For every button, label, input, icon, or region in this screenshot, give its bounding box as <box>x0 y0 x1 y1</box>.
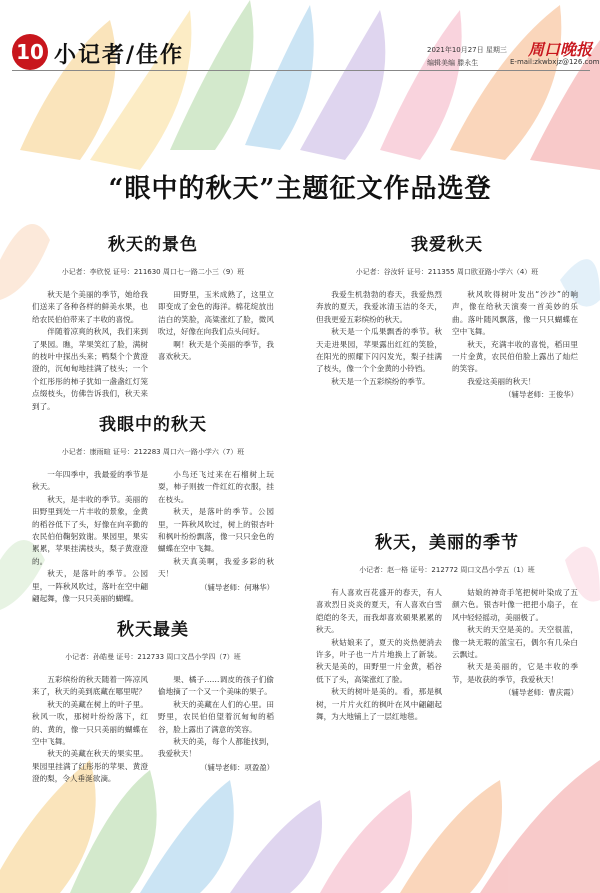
article-title: 我爱秋天 <box>411 235 483 255</box>
section-title: 小记者/佳作 <box>54 42 185 68</box>
article-title: 秋天，美丽的季节 <box>375 533 519 553</box>
article-column <box>32 289 148 413</box>
paragraph: 五彩缤纷的秋天随着一阵凉风来了，秋天的美到底藏在哪里呢？ <box>32 675 148 697</box>
article-autumn-beautiful-season <box>316 528 578 723</box>
tutor-credit: （辅导老师：项盈盈） <box>200 762 274 772</box>
tutor-credit: （辅导老师：曹庆霞） <box>504 688 578 698</box>
issue-date: 2021年10月27日 星期三 <box>427 46 507 54</box>
article-column <box>158 469 274 605</box>
article-column <box>32 674 148 786</box>
contact-email: E-mail:zkwbxjz@126.com <box>510 58 600 66</box>
article-title: 秋天的景色 <box>108 235 198 255</box>
paragraph: 秋天，是落叶的季节。公园里，一阵秋风吹过，落叶在空中翩翩起舞，像一只只美丽的蝴蝶。 <box>32 569 148 604</box>
paragraph: 秋姑娘来了，夏天的炎热便消去许多，叶子也一片片地换上了新装。秋天是美的，田野里一片金黄，稻谷低下了头，高粱涨红了脸。 <box>316 637 442 684</box>
paragraph: 我爱这美丽的秋天！ <box>467 376 536 386</box>
article-title: 秋天最美 <box>117 620 189 640</box>
paragraph: 秋天是一个瓜果飘香的季节。秋天走进果园，苹果露出红红的笑脸，在阳光的照耀下闪闪发光，梨子挂满了枝头，像一个个金黄的小铃铛。 <box>316 327 442 374</box>
article-column <box>452 587 578 723</box>
editor-credit: 编辑美编 滕永生 <box>427 59 479 67</box>
article-i-love-autumn <box>316 230 578 401</box>
article-column <box>32 469 148 605</box>
paragraph: 秋天的美藏在树上的叶子里。秋风一吹，那树叶纷纷落下，红的、黄的，像一只只美丽的蝴蝶在空中飞舞。 <box>32 699 148 747</box>
paragraph: 果、橘子……调皮的孩子们偷偷地摘了一个又一个美味的果子。 <box>158 675 274 697</box>
paragraph: 小鸟还飞过来在石榴树上玩耍，柿子则披一件红红的衣服，挂在枝头。 <box>158 470 274 504</box>
masthead <box>0 0 600 72</box>
paragraph: 秋天，充满丰收的喜悦，稻田里一片金黄，农民伯伯脸上露出了灿烂的笑容。 <box>452 339 578 374</box>
paragraph: 秋天的树叶是美的。看，那是枫树，一片片火红的枫叶在风中翩翩起舞，为大地铺上了一层红地毯。 <box>316 687 442 722</box>
article-byline: 小记者：赵一格 证号：212772 周口文昌小学五（1）班 <box>359 566 535 574</box>
tutor-credit: （辅导老师：王俊华） <box>504 390 578 400</box>
paragraph: 秋天，是丰收的季节。美丽的田野里到处一片丰收的景象，金黄的稻谷低下了头，好像在向辛勤的农民伯伯鞠躬致谢。果园里，果实累累，苹果挂满枝头，梨子黄澄澄的。 <box>32 494 148 566</box>
page-number: 10 <box>12 34 48 70</box>
paragraph: 秋天的天空是美的。天空很蓝，像一块无瑕的蓝宝石，偶尔有几朵白云飘过。 <box>452 625 578 660</box>
paragraph: 伴随着凉爽的秋风，我们来到了果园。瞧，苹果笑红了脸，满树的枝叶中探出头来；鸭梨个个黄澄澄的，沉甸甸地挂满了枝头；一个个红彤彤的柿子犹如一盏盏红灯笼点缀枝头，仿佛告诉我们，秋天来到了。 <box>32 327 148 411</box>
article-title: 我眼中的秋天 <box>99 415 207 435</box>
article-autumn-in-my-eyes <box>32 410 274 605</box>
article-byline: 小记者：康雨暄 证号：212283 周口六一路小学六（7）班 <box>61 448 245 456</box>
paragraph: 秋天是一个五彩缤纷的季节。 <box>331 376 430 386</box>
article-column <box>316 289 442 401</box>
paragraph: 我爱生机勃勃的春天，我爱热烈奔放的夏天，我爱冰清玉洁的冬天，但我更爱五彩缤纷的秋天。 <box>316 290 442 324</box>
paragraph: 田野里，玉米成熟了，这里立即变成了金色的海洋。棉花绽放出洁白的笑脸，高粱涨红了脸，微风吹过，好像在向我们点头问好。 <box>158 290 274 337</box>
article-column <box>316 587 442 723</box>
paper-logo: 周口晚报 <box>528 40 593 59</box>
article-autumn-most-beautiful <box>32 615 274 786</box>
paragraph: 秋天的美，每个人都能找到，我爱秋天！ <box>158 737 274 759</box>
paragraph: 秋天的美藏在人们的心里。田野里，农民伯伯望着沉甸甸的稻谷，脸上露出了满意的笑容。 <box>158 699 274 734</box>
article-autumn-scenery <box>32 230 274 413</box>
article-column <box>158 674 274 786</box>
paragraph: 姑娘的神奇手笔把树叶染成了五颜六色。银杏叶像一把把小扇子，在风中轻轻摇动，美丽极了。 <box>452 588 578 622</box>
paragraph: 啊！秋天是个美丽的季节，我喜欢秋天。 <box>158 339 274 362</box>
article-column <box>158 289 274 413</box>
header-divider <box>12 70 590 71</box>
paragraph: 秋天的美藏在秋天的果实里。果园里挂满了红彤彤的苹果、黄澄澄的梨，令人垂涎欲滴。 <box>32 749 148 784</box>
paragraph: 秋天，是落叶的季节。公园里，一阵秋风吹过，树上的银杏叶和枫叶纷纷飘落，像一只只金色的蝴蝶在空中飞舞。 <box>158 507 274 554</box>
article-byline: 小记者：李欣悦 证号：211630 周口七一路二小三（9）班 <box>61 268 245 276</box>
article-byline: 小记者：孙皓曼 证号：212733 周口文昌小学四（7）班 <box>65 653 241 661</box>
paragraph: 秋天是个美丽的季节，她给我们送来了各种各样的鲜美水果，也给农民伯伯带来了丰收的喜悦。 <box>32 290 148 324</box>
article-column <box>452 289 578 401</box>
paragraph: 秋天是美丽的，它是丰收的季节，是收获的季节，我爱秋天！ <box>452 662 578 684</box>
paragraph: 秋天真美啊，我爱多彩的秋天！ <box>158 556 274 579</box>
tutor-credit: （辅导老师：何琳华） <box>200 582 274 592</box>
article-byline: 小记者：谷汝轩 证号：211355 周口欧亚路小学六（4）班 <box>355 268 539 276</box>
paragraph: 有人喜欢百花盛开的春天，有人喜欢烈日炎炎的夏天，有人喜欢白雪皑皑的冬天，而我却喜欢硕果累累的秋天。 <box>316 588 442 635</box>
paragraph: 一年四季中，我最爱的季节是秋天。 <box>32 470 148 492</box>
page-headline: “眼中的秋天”主题征文作品选登 <box>108 174 492 204</box>
paragraph: 秋风吹得树叶发出“沙沙”的响声，像在给秋天演奏一首美妙的乐曲。落叶随风飘落，像一只只蝴蝶在空中飞舞。 <box>452 290 578 337</box>
